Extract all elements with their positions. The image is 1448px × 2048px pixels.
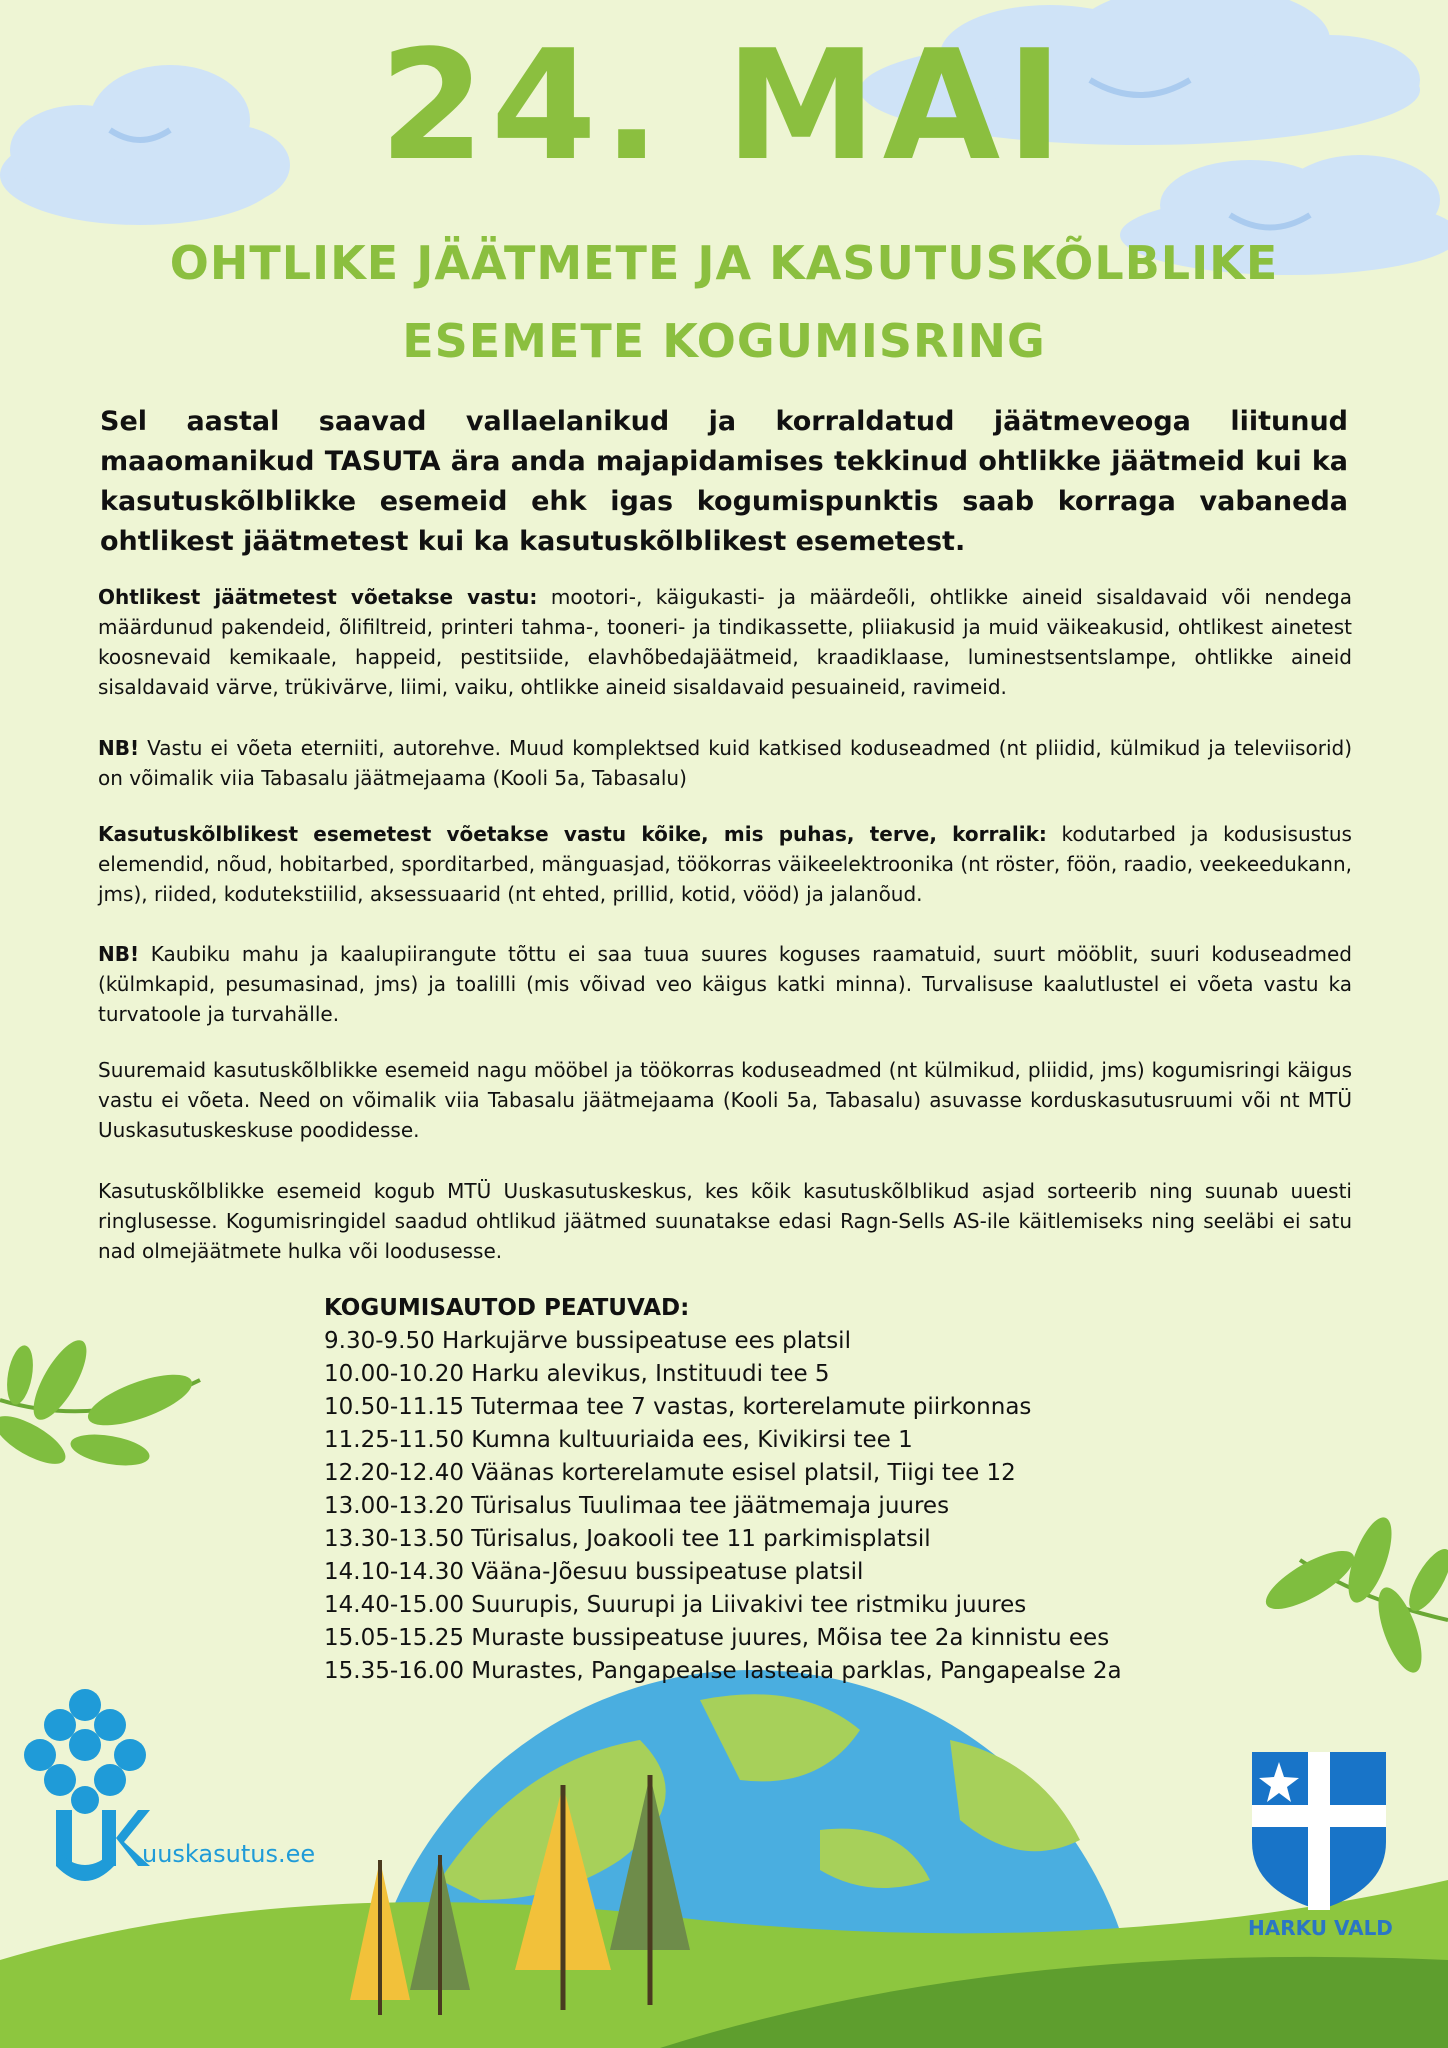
list-item: 14.40-15.00 Suurupis, Suurupi ja Liivakivi tee ristmiku juures: [324, 1592, 1027, 1618]
event-title-line-1: OHTLIKE JÄÄTMETE JA KASUTUSKÕLBLIKE: [169, 236, 1279, 290]
list-item: 13.30-13.50 Türisalus, Joakooli tee 11 parkimisplatsil: [324, 1526, 931, 1552]
hazardous-waste-label: Ohtlikest jäätmetest võetakse vastu:: [98, 585, 538, 609]
uuskasutus-logo-text: uuskasutus.ee: [142, 1840, 316, 1868]
list-item: 10.00-10.20 Harku alevikus, Instituudi tee 5: [324, 1361, 830, 1387]
nb-note-1: [98, 733, 1352, 793]
list-item: 15.05-15.25 Muraste bussipeatuse juures, Mõisa tee 2a kinnistu ees: [324, 1625, 1110, 1651]
event-title-line-2: ESEMETE KOGUMISRING: [402, 314, 1046, 368]
list-item: 9.30-9.50 Harkujärve bussipeatuse ees platsil: [324, 1328, 851, 1354]
harku-vald-coat-of-arms-icon: [1252, 1752, 1386, 1910]
large-items-paragraph: Suuremaid kasutuskõlblikke esemeid nagu mööbel ja töökorras koduseadmed (nt külmikud, pliidid, jms) kogumisringi käigus vastu ei võeta. Need on võimalik viia Tabasalu jäätmejaama (Kooli 5a, Tabasalu) asuvasse korduskasutusruumi või nt MTÜ Uuskasutuskeskuse poodidesse.: [98, 1058, 1352, 1142]
list-item: 15.35-16.00 Murastes, Pangapealse lasteaia parklas, Pangapealse 2a: [324, 1658, 1122, 1684]
hazardous-waste-paragraph: [98, 582, 1352, 702]
list-item: 14.10-14.30 Vääna-Jõesuu bussipeatuse platsil: [324, 1559, 864, 1585]
nb-note-2: [98, 939, 1352, 1029]
uuskasutus-logo-icon: [24, 1689, 150, 1881]
collector-paragraph: Kasutuskõlblikke esemeid kogub MTÜ Uuskasutuskeskus, kes kõik kasutuskõlblikud asjad sorteerib ning suunab uuesti ringlusesse. Kogumisringidel saadud ohtlikud jäätmed suunatakse edasi Ragn-Sells AS-ile käitlemiseks ning seeläbi ei satu nad olmejäätmete hulka või loodusesse.: [98, 1179, 1352, 1263]
list-item: 13.00-13.20 Türisalus Tuulimaa tee jäätmemaja juures: [324, 1493, 950, 1519]
usable-items-label: Kasutuskõlblikest esemetest võetakse vastu kõike, mis puhas, terve, korralik:: [98, 822, 1047, 846]
list-item: 12.20-12.40 Väänas korterelamute esisel platsil, Tiigi tee 12: [324, 1460, 1016, 1486]
harku-vald-logo-text: HARKU VALD: [1248, 1916, 1393, 1940]
nb-label-2: NB!: [98, 942, 140, 966]
nb-label-1: NB!: [98, 736, 140, 760]
nb-text-2: Kaubiku mahu ja kaalupiirangute tõttu ei saa tuua suures koguses raamatuid, suurt mööblit, suuri koduseadmed (külmkapid, pesumasinad, jms) ja toalilli (mis võivad veo käigus katki minna). Turvalisuse kaalutlustel ei võeta vastu ka turvatoole ja turvahälle.: [98, 942, 1352, 1026]
leaf-branch-right-icon: [1258, 1512, 1448, 1678]
event-date: 24. MAI: [379, 17, 1069, 194]
usable-items-text: kodutarbed ja kodusisustus elemendid, nõud, hobitarbed, sporditarbed, mänguasjad, töökorras väikeelektroonika (nt röster, föön, raadio, veekeedukann, jms), riided, kodutekstiilid, aksessuaarid (nt ehted, prillid, kotid, vööd) ja jalanõud.: [98, 822, 1352, 906]
usable-items-paragraph: [98, 819, 1352, 909]
hazardous-waste-text: mootori-, käigukasti- ja määrdeõli, ohtlikke aineid sisaldavaid või nendega määrdunud pakendeid, õlifiltreid, printeri tahma-, tooneri- ja tindikassette, pliiakusid ja muid väikeakusid, ohtlikest ainetest koosnevaid kemikaale, happeid, pestitsiide, elavhõbedajäätmeid, kraadiklaase, luminestsentslampe, ohtlikke aineid sisaldavaid värve, trükivärve, liimi, vaiku, ohtlikke aineid sisaldavaid pesuaineid, ravimeid.: [98, 585, 1352, 699]
intro-paragraph: Sel aastal saavad vallaelanikud ja korraldatud jäätmeveoga liitunud maaomanikud TASUTA ära anda majapidamises tekkinud ohtlikke jäätmeid kui ka kasutuskõlblikke esemeid ehk igas kogumispunktis saab korraga vabaneda ohtlikest jäätmetest kui ka kasutuskõlblikest esemetest.: [100, 406, 1348, 557]
collection-stops-list: [324, 1292, 1224, 1688]
list-item: 11.25-11.50 Kumna kultuuriaida ees, Kivikirsi tee 1: [324, 1427, 913, 1453]
leaf-branch-left-icon: [0, 1333, 200, 1473]
collection-stops-header: KOGUMISAUTOD PEATUVAD:: [324, 1295, 690, 1321]
list-item: 10.50-11.15 Tutermaa tee 7 vastas, korterelamute piirkonnas: [324, 1394, 1032, 1420]
nb-text-1: Vastu ei võeta eterniiti, autorehve. Muud komplektsed kuid katkised koduseadmed (nt pliidid, külmikud ja televiisorid) on võimalik viia Tabasalu jäätmejaama (Kooli 5a, Tabasalu): [98, 736, 1352, 790]
